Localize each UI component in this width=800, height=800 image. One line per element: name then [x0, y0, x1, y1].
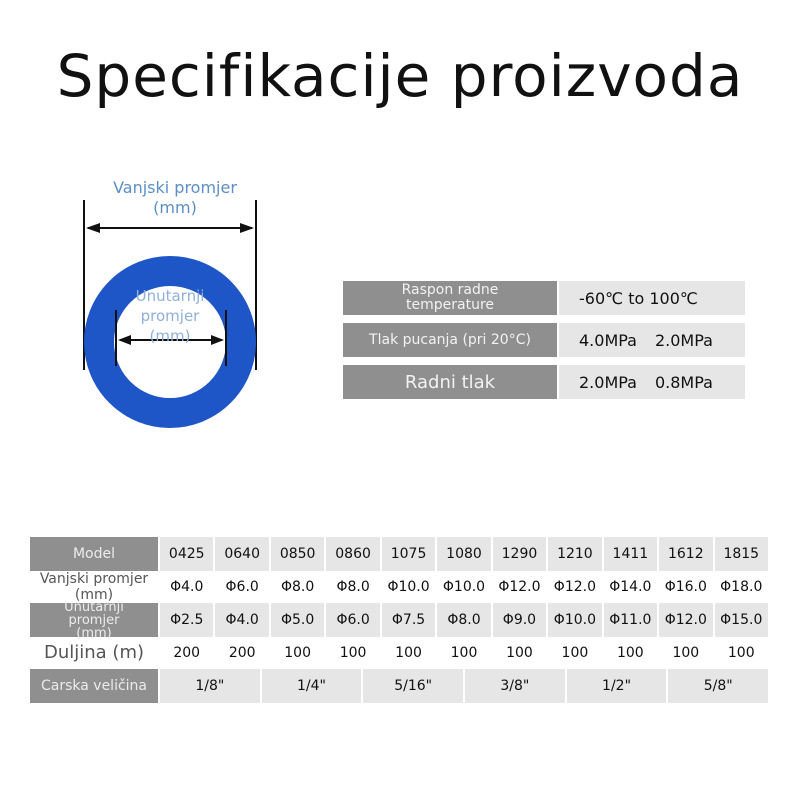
- table-cell: 100: [395, 645, 422, 661]
- model-table: [30, 537, 768, 704]
- table-row-inner: [30, 599, 768, 641]
- spec-label: Tlak pucanja (pri 20°C): [343, 323, 557, 357]
- table-cell: Φ2.5: [160, 603, 213, 637]
- spec-value-text: 4.0MPa: [579, 330, 637, 350]
- table-cell: Φ6.0: [225, 579, 259, 595]
- table-cell: 100: [450, 645, 478, 661]
- spec-row-temperature: [343, 281, 745, 315]
- row-cells: [158, 537, 768, 571]
- table-cell: Φ4.0: [170, 579, 204, 595]
- row-header: Vanjski promjer (mm): [39, 571, 149, 603]
- table-cell: 0860: [326, 537, 379, 571]
- table-cell: 100: [339, 645, 367, 661]
- row-header: Model: [30, 537, 158, 571]
- table-cell: Φ9.0: [493, 603, 546, 637]
- table-cell: Φ7.5: [382, 603, 435, 637]
- table-cell: Φ11.0: [604, 603, 657, 637]
- table-cell: 100: [727, 645, 755, 661]
- table-cell: 0425: [160, 537, 213, 571]
- spec-label: Raspon radne temperature: [343, 281, 557, 315]
- table-cell: 1080: [437, 537, 490, 571]
- table-cell: 100: [616, 645, 644, 661]
- table-cell: 100: [284, 645, 311, 661]
- table-cell: 200: [173, 645, 201, 661]
- table-cell: 1210: [548, 537, 601, 571]
- table-cell: Φ12.0: [659, 603, 712, 637]
- table-cell: 1/8": [160, 669, 260, 703]
- table-cell: Φ12.0: [498, 579, 541, 595]
- table-cell: Φ4.0: [215, 603, 268, 637]
- table-cell: 1815: [715, 537, 768, 571]
- row-header: Unutarnji promjer (mm): [30, 603, 158, 637]
- table-cell: 1075: [382, 537, 435, 571]
- table-cell: Φ15.0: [715, 603, 768, 637]
- table-row-model: [30, 537, 768, 571]
- spec-row-working-pressure: [343, 365, 745, 399]
- table-cell: 1612: [659, 537, 712, 571]
- table-cell: 5/8": [668, 669, 768, 703]
- tube-diagram: [60, 160, 290, 450]
- page-title: Specifikacije proizvoda: [56, 42, 744, 110]
- table-cell: Φ10.0: [548, 603, 601, 637]
- table-cell: 0850: [271, 537, 324, 571]
- table-cell: Φ10.0: [442, 579, 486, 595]
- row-header: Duljina (m): [43, 642, 144, 663]
- spec-value: [559, 323, 745, 357]
- inner-diameter-label: Unutarnji promjer (mm): [135, 287, 205, 345]
- table-cell: 100: [506, 645, 533, 661]
- table-cell: 1411: [604, 537, 657, 571]
- outer-arrow-left: [86, 223, 100, 233]
- table-row-imperial: [30, 669, 768, 703]
- spec-value-text: 2.0MPa: [579, 372, 637, 392]
- outer-arrow-right: [240, 223, 254, 233]
- table-row-outer: [30, 572, 768, 602]
- table-cell: Φ8.0: [280, 579, 315, 595]
- spec-value: [559, 281, 745, 315]
- spec-row-burst-pressure: [343, 323, 745, 357]
- table-cell: 5/16": [363, 669, 463, 703]
- row-header: Carska veličina: [30, 669, 158, 703]
- table-cell: 1/2": [567, 669, 667, 703]
- table-cell: Φ12.0: [553, 579, 596, 595]
- table-cell: Φ10.0: [387, 579, 430, 595]
- table-cell: Φ8.0: [437, 603, 490, 637]
- table-cell: Φ16.0: [664, 579, 707, 595]
- outer-diameter-label: Vanjski promjer (mm): [113, 178, 237, 217]
- table-row-length: [30, 638, 768, 668]
- table-cell: 100: [561, 645, 589, 661]
- row-cells: [158, 603, 768, 637]
- table-cell: Φ6.0: [326, 603, 379, 637]
- table-cell: 1/4": [262, 669, 362, 703]
- table-cell: 100: [672, 645, 700, 661]
- spec-value: [559, 365, 745, 399]
- spec-value-text: -60℃ to 100℃: [579, 288, 698, 308]
- table-cell: Φ14.0: [609, 579, 652, 595]
- table-cell: Φ8.0: [336, 579, 370, 595]
- table-cell: Φ18.0: [720, 579, 763, 595]
- table-cell: 1290: [493, 537, 546, 571]
- spec-label: Radni tlak: [343, 365, 557, 399]
- spec-table: [343, 281, 745, 407]
- spec-value-text: 2.0MPa: [654, 330, 713, 350]
- table-cell: 200: [228, 645, 256, 661]
- table-cell: 3/8": [465, 669, 565, 703]
- table-cell: Φ5.0: [271, 603, 324, 637]
- spec-value-text: 0.8MPa: [654, 372, 713, 392]
- row-cells: [158, 638, 768, 668]
- row-cells: [158, 572, 768, 602]
- table-cell: 0640: [215, 537, 268, 571]
- row-cells-imperial: [158, 669, 768, 703]
